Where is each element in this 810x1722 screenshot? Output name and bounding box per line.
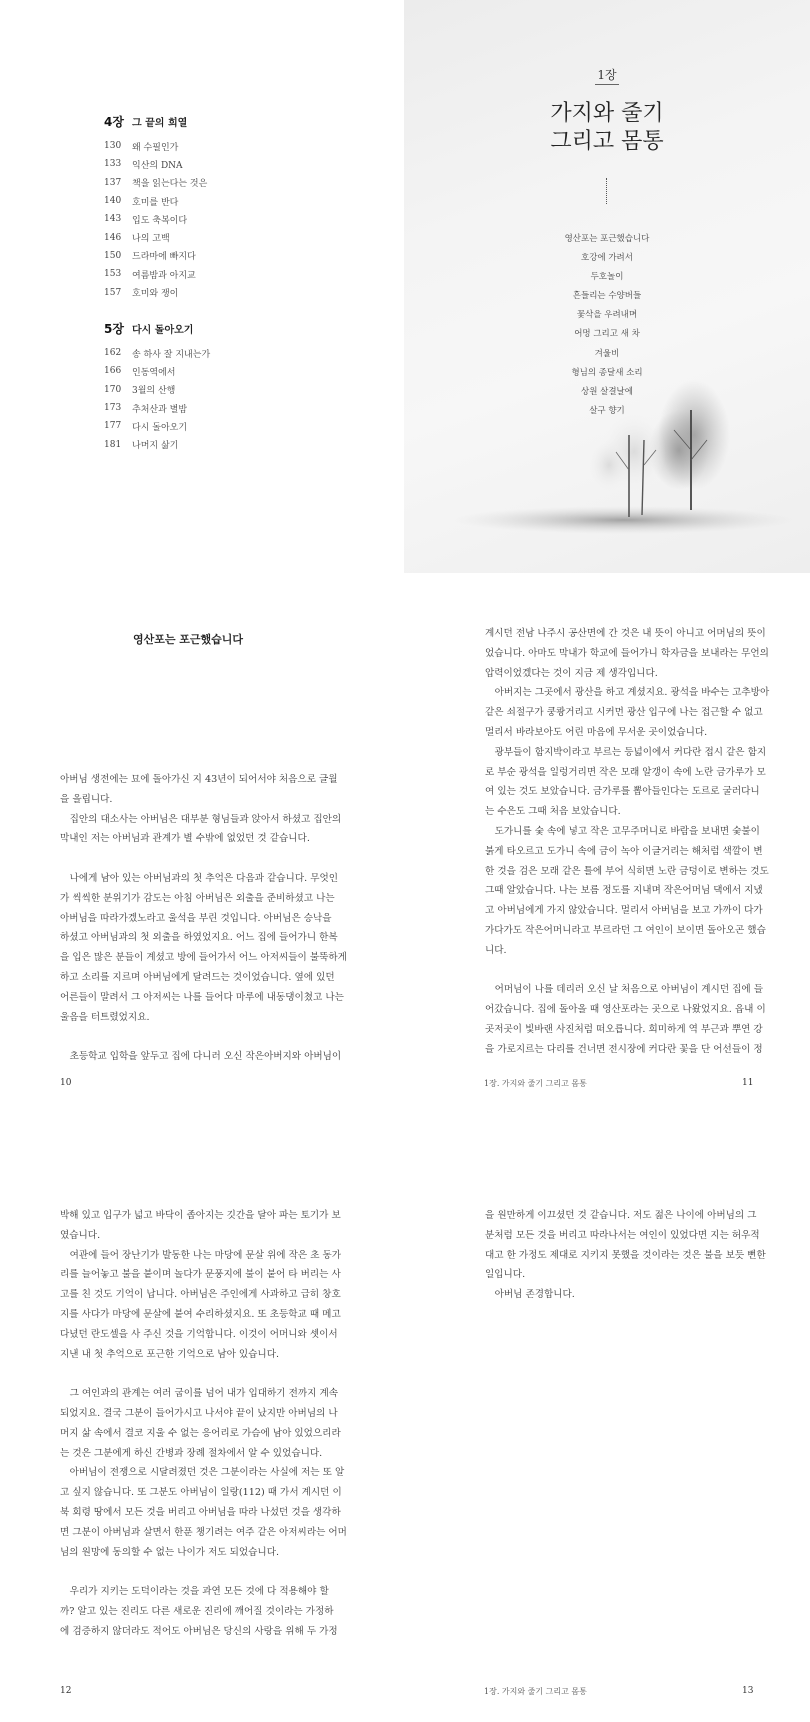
chapter-contents-item: 꽃삭을 우려내며 <box>576 310 638 321</box>
body-text-line: 면 그분이 아버님과 살면서 한푼 챙기려는 여주 같은 아저씨라는 어머 <box>60 1526 347 1538</box>
toc-entry <box>104 247 207 265</box>
chapter-label: 1장 <box>597 68 617 82</box>
toc-entry-page: 137 <box>104 177 122 188</box>
toc-entry-page: 140 <box>104 196 122 207</box>
body-text-line: 을 입은 많은 분들이 계셨고 방에 들어가서 어느 아저씨들이 불뚝하게 <box>60 952 347 964</box>
toc-entry-title: 호미를 반다 <box>132 197 179 208</box>
toc-entry <box>104 344 210 362</box>
toc-entry-page: 177 <box>104 421 122 432</box>
body-text-line: 그 여인과의 관계는 여러 굽이를 넘어 내가 입대하기 전까지 계속 <box>60 1388 338 1400</box>
running-head: 1장. 가지와 줄기 그리고 몸통 <box>484 1079 587 1088</box>
chapter-title-plate <box>404 0 810 573</box>
toc-entry-title: 추처산과 별밤 <box>132 404 188 415</box>
body-text-line: 붉게 타오르고 도가니 속에 금이 녹아 이글거리는 해처럼 색깔이 변 <box>485 845 763 857</box>
toc-section-4 <box>104 113 207 302</box>
body-text-line: 로 부순 광석을 일렁거리면 작은 모래 알갱이 속에 노란 금가루가 모 <box>485 766 766 778</box>
body-text-line: 가 씩씩한 분위기가 감도는 아침 아버님은 외출을 준비하셨고 나는 <box>60 892 335 904</box>
body-text-line: 였습니다. <box>60 1229 101 1241</box>
page-10-body <box>60 770 347 1067</box>
toc-entry-page: 181 <box>104 439 122 450</box>
toc-entry-page: 170 <box>104 384 122 395</box>
toc-entry-title: 나의 고백 <box>132 234 170 245</box>
body-text-line: 한 것을 검은 모래 같은 틀에 부어 식히면 노란 금덩이로 변하는 것도 <box>485 865 769 877</box>
chapter-contents-item: 호강에 가려서 <box>581 253 633 264</box>
toc-entry <box>104 399 210 417</box>
body-text-line: 어른들이 말려서 그 아저씨는 나를 들어다 마루에 내동댕이쳤고 나는 <box>60 991 344 1003</box>
body-text-line: 되었지요. 결국 그분이 들어가시고 나서야 끝이 났지만 아버님의 나 <box>60 1407 338 1419</box>
body-text-line: 아버님이 전쟁으로 시달려졌던 것은 그분이라는 사실에 저는 또 알 <box>60 1467 345 1479</box>
toc-entry <box>104 174 207 192</box>
tree-watercolor-illustration <box>404 380 810 573</box>
body-text-line: 에 검증하지 않더라도 적어도 아버님은 당신의 사랑을 위해 두 가정 <box>60 1625 338 1637</box>
body-text-line: 는 수은도 그때 처음 보았습니다. <box>485 806 621 818</box>
body-text-line: 는 것은 그분에게 하신 간병과 장례 절차에서 알 수 있었습니다. <box>60 1447 323 1459</box>
body-text-line: 아버지는 그곳에서 광산을 하고 계셨지요. 광석을 바수는 고추방아 <box>485 687 770 699</box>
toc-entry-page: 130 <box>104 141 122 152</box>
body-text-line: 아버님을 따라가겠노라고 울석을 부린 것입니다. 아버님은 승낙을 <box>60 912 332 924</box>
body-text-line: 을 원만하게 이끄셨던 것 같습니다. 저도 젊은 나이에 아버님의 그 <box>485 1210 757 1221</box>
page-number-13: 13 <box>742 1686 754 1696</box>
body-text-line: 을 가로지르는 다리를 건너면 전시장에 커다란 꽃을 단 어선들이 정 <box>485 1043 763 1055</box>
ground-wash <box>454 506 794 534</box>
toc-entry <box>104 362 210 380</box>
chapter-contents-item: 겨울비 <box>594 348 620 359</box>
body-text-line: 아버님 존경합니다. <box>485 1289 575 1301</box>
body-text-line: 어갔습니다. 집에 돌아올 때 영산포라는 곳으로 나왔었지요. 읍내 이 <box>485 1004 766 1016</box>
page-13-body <box>485 1206 766 1305</box>
toc-entry-page: 157 <box>104 287 122 298</box>
body-text-line: 아버님 생전에는 묘에 돌아가신 지 43년이 되어서야 처음으로 글월 <box>60 774 338 785</box>
chapter-contents-item: 영산포는 포근했습니다 <box>564 234 650 244</box>
page-number-10: 10 <box>60 1078 72 1088</box>
body-text-line: 까? 알고 있는 진리도 다른 새로운 진리에 깨어질 것이라는 가정하 <box>60 1605 334 1617</box>
body-text-line: 그때 알았습니다. 나는 보름 정도를 지내며 작은어머님 댁에서 지냈 <box>485 885 763 897</box>
body-text-line: 계시던 전남 나주시 공산면에 간 것은 내 뜻이 아니고 어머님의 뜻이 <box>485 628 766 639</box>
body-text-line: 여 있는 것도 보았습니다. 금가루를 뽑아들인다는 도르로 굴러다니 <box>485 786 760 798</box>
toc-entry-page: 162 <box>104 348 122 359</box>
body-text-line: 북 회령 땅에서 모든 것을 버리고 아버님을 따라 나섰던 것을 생각하 <box>60 1506 341 1518</box>
toc-entry <box>104 228 207 246</box>
paragraph-gap <box>60 849 347 869</box>
toc-entry-page: 143 <box>104 214 122 225</box>
toc-entry <box>104 155 207 173</box>
essay-title: 영산포는 포근했습니다 <box>132 633 244 646</box>
body-text-line: 지를 사다가 마당에 문살에 붙여 수리하셨지요. 또 초등학교 때 메고 <box>60 1308 341 1320</box>
toc-section-number: 4장 <box>104 115 124 129</box>
body-text-line: 집안의 대소사는 아버님은 대부분 형님들과 앉아서 하셨고 집안의 <box>60 813 342 825</box>
body-text-line: 머지 삶 속에서 결코 지울 수 없는 응어리로 가슴에 남아 있었으리라 <box>60 1427 341 1439</box>
toc-entry <box>104 435 210 453</box>
paragraph-gap <box>485 961 769 981</box>
page-number-12: 12 <box>60 1686 72 1696</box>
toc-entry-title: 익산의 DNA <box>132 160 183 171</box>
body-text-line: 초등학교 입학을 앞두고 집에 다니러 오신 작은아버지와 아버님이 <box>60 1051 342 1063</box>
body-text-line: 박해 있고 입구가 넓고 바닥이 좁아지는 깃간을 달아 파는 토기가 보 <box>60 1210 341 1221</box>
body-text-line: 곳저곳이 빛바랜 사진처럼 떠오릅니다. 희미하게 역 부근과 뿌연 강 <box>485 1023 763 1035</box>
toc-entry-title: 인동역에서 <box>132 367 176 378</box>
toc-entry-page: 166 <box>104 366 122 377</box>
toc-entry <box>104 417 210 435</box>
toc-section-5 <box>104 320 210 454</box>
toc-entry <box>104 265 207 283</box>
toc-entry <box>104 210 207 228</box>
chapter-label-underline <box>595 84 619 85</box>
chapter-title-line-1: 가지와 줄기 <box>550 101 664 126</box>
toc-entry-title: 다시 돌아오기 <box>132 422 188 433</box>
body-text-line: 대고 한 가정도 제대로 지키지 못했을 것이라는 것은 불을 보듯 뻔한 <box>485 1249 766 1261</box>
body-text-line: 고 아버님에게 가지 않았습니다. 멀리서 아버님을 보고 가까이 다가 <box>485 905 763 917</box>
body-text-line: 여관에 들어 장난기가 발동한 나는 마당에 문살 위에 작은 초 동가 <box>60 1249 342 1261</box>
body-text-line: 을 올립니다. <box>60 793 113 805</box>
body-text-line: 리를 늘어놓고 불을 붙이며 놀다가 문풍지에 불이 붙어 타 버리는 사 <box>60 1269 341 1281</box>
body-text-line: 하고 소리를 지르며 아버님에게 달려드는 것이었습니다. 옆에 있던 <box>60 971 335 983</box>
page-12-body <box>60 1206 347 1642</box>
body-text-line: 압력이었겠다는 것이 지금 제 생각입니다. <box>485 667 658 679</box>
body-text-line: 울음을 터트렸었지요. <box>60 1011 150 1023</box>
chapter-title-line-2: 그리고 몸통 <box>550 129 664 154</box>
toc-entry-title: 3월의 산행 <box>132 386 176 397</box>
body-text-line: 어머님이 나를 데리러 오신 날 처음으로 아버님이 계시던 집에 들 <box>485 984 763 996</box>
body-text-line: 하셨고 아버님과의 첫 외출을 하였었지요. 어느 집에 들어가니 한복 <box>60 932 338 944</box>
toc-section-number: 5장 <box>104 322 124 336</box>
body-text-line: 도가니를 숯 속에 넣고 작은 고무주머니로 바람을 보내면 숯불이 <box>485 825 760 837</box>
dotted-divider <box>606 178 607 204</box>
toc-entry <box>104 381 210 399</box>
chapter-title <box>404 100 810 156</box>
toc-entry-page: 133 <box>104 159 122 170</box>
paragraph-gap <box>60 1364 347 1384</box>
paragraph-gap <box>60 1027 347 1047</box>
toc-entry-page: 146 <box>104 232 122 243</box>
body-text-line: 같은 쇠절구가 쿵쾅거리고 시커먼 광산 입구에 나는 접근할 수 없고 <box>485 707 763 719</box>
body-text-line: 고를 친 것도 기억이 납니다. 아버님은 주인에게 사과하고 급히 창호 <box>60 1289 341 1301</box>
page-number-11: 11 <box>742 1078 754 1088</box>
body-text-line: 었습니다. 아마도 막내가 학교에 들어가니 학자금을 보내라는 무언의 <box>485 647 769 659</box>
toc-entry-title: 나머지 삶기 <box>132 441 179 452</box>
toc-entry <box>104 283 207 301</box>
toc-entry-page: 173 <box>104 403 122 414</box>
toc-entry-page: 153 <box>104 269 122 280</box>
body-text-line: 분처럼 모든 것을 버리고 따라나서는 여인이 있었다면 지는 허우적 <box>485 1229 760 1241</box>
body-text-line: 니다. <box>485 944 507 956</box>
body-text-line: 막내인 저는 아버님과 관계가 별 수밖에 없었던 것 같습니다. <box>60 833 310 845</box>
toc-section-title: 그 끝의 희열 <box>132 118 188 129</box>
chapter-contents-item: 흔들리는 수양버들 <box>572 291 642 302</box>
chapter-contents-item: 두호놀이 <box>590 272 624 283</box>
toc-entry-page: 150 <box>104 250 122 261</box>
chapter-contents-item: 형님의 종달새 소리 <box>571 367 643 378</box>
toc-entry-title: 책을 읽는다는 것은 <box>132 179 208 190</box>
body-text-line: 나에게 남아 있는 아버님과의 첫 추억은 다음과 같습니다. 무엇인 <box>60 872 338 884</box>
body-text-line: 다녔던 란도셀을 사 주신 것을 기억합니다. 이것이 어머니와 셋이서 <box>60 1328 338 1340</box>
toc-section-title: 다시 돌아오기 <box>132 325 194 336</box>
toc-entry <box>104 137 207 155</box>
toc-entry-title: 입도 축복이다 <box>132 215 188 226</box>
toc-entry-title: 왜 수필인가 <box>132 142 179 153</box>
paragraph-gap <box>60 1562 347 1582</box>
body-text-line: 고 싶지 않습니다. 또 그분도 아버님이 일랑(112) 때 가서 계시던 이 <box>60 1487 342 1499</box>
toc-entry-title: 송 하사 잘 지내는가 <box>132 349 211 360</box>
body-text-line: 님의 원망에 동의할 수 없는 나이가 저도 되었습니다. <box>60 1546 280 1558</box>
toc-entry <box>104 192 207 210</box>
chapter-contents-item: 어멍 그리고 새 차 <box>574 329 640 340</box>
page-11-body <box>485 624 769 1060</box>
chapter-contents-item: 상원 살결날에 <box>581 386 633 397</box>
toc-entry-title: 드라마에 빠지다 <box>132 252 196 263</box>
body-text-line: 우리가 지키는 도덕이라는 것을 과연 모든 것에 다 적용해야 할 <box>60 1586 329 1598</box>
body-text-line: 지낸 내 첫 추억으로 포근한 기억으로 남아 있습니다. <box>60 1348 280 1360</box>
body-text-line: 멀리서 바라보아도 어린 마음에 무서운 곳이었습니다. <box>485 726 708 738</box>
toc-entry-title: 여름밤과 아지교 <box>132 270 196 281</box>
body-text-line: 일입니다. <box>485 1269 526 1281</box>
body-text-line: 가다가도 작은어머니라고 부르라던 그 여인이 보이면 돌아오곤 했습 <box>485 924 766 936</box>
body-text-line: 광부들이 함지박이라고 부르는 등넓이에서 커다란 접시 같은 함지 <box>485 746 767 758</box>
running-head: 1장. 가지와 줄기 그리고 몸통 <box>484 1687 587 1696</box>
chapter-contents-item: 살구 향기 <box>589 405 625 416</box>
toc-entry-title: 호미와 쟁이 <box>132 289 179 300</box>
